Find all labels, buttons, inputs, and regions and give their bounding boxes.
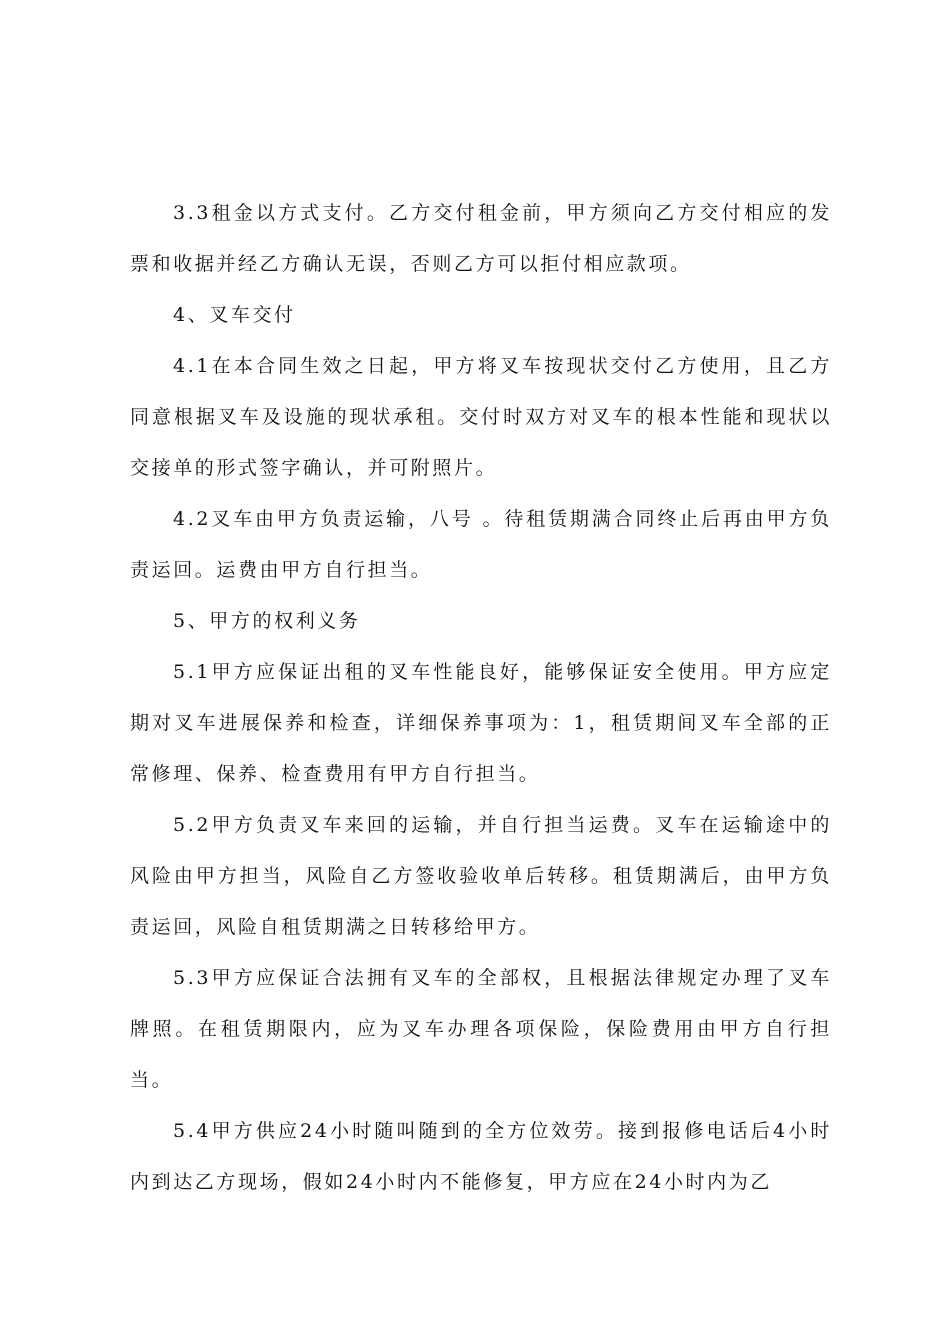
section-heading-5: 5、甲方的权利义务 — [173, 610, 361, 632]
paragraph-5-2: 5.2甲方负责叉车来回的运输，并自行担当运费。叉车在运输途中的风险由甲方担当，风险自乙方签收验收单后转移。租赁期满后，由甲方负责运回，风险自租赁期满之日转移给甲方。 — [130, 814, 832, 938]
document-body — [130, 188, 832, 1208]
paragraph-5-4: 5.4甲方供应24小时随叫随到的全方位效劳。接到报修电话后4小时内到达乙方现场，假如24小时内不能修复，甲方应在24小时内为乙 — [130, 1120, 832, 1193]
paragraph-5-3: 5.3甲方应保证合法拥有叉车的全部权，且根据法律规定办理了叉车牌照。在租赁期限内，应为叉车办理各项保险，保险费用由甲方自行担当。 — [130, 967, 832, 1091]
paragraph-4-2: 4.2叉车由甲方负责运输，八号 。待租赁期满合同终止后再由甲方负责运回。运费由甲方自行担当。 — [130, 508, 832, 581]
paragraph-5-1: 5.1甲方应保证出租的叉车性能良好，能够保证安全使用。甲方应定期对叉车进展保养和检查，详细保养事项为：1，租赁期间叉车全部的正常修理、保养、检查费用有甲方自行担当。 — [130, 661, 832, 785]
paragraph-3-3: 3.3租金以方式支付。乙方交付租金前，甲方须向乙方交付相应的发票和收据并经乙方确认无误，否则乙方可以拒付相应款项。 — [130, 202, 832, 275]
section-heading-4: 4、叉车交付 — [173, 304, 296, 326]
paragraph-4-1: 4.1在本合同生效之日起，甲方将叉车按现状交付乙方使用，且乙方同意根据叉车及设施的现状承租。交付时双方对叉车的根本性能和现状以交接单的形式签字确认，并可附照片。 — [130, 355, 832, 479]
